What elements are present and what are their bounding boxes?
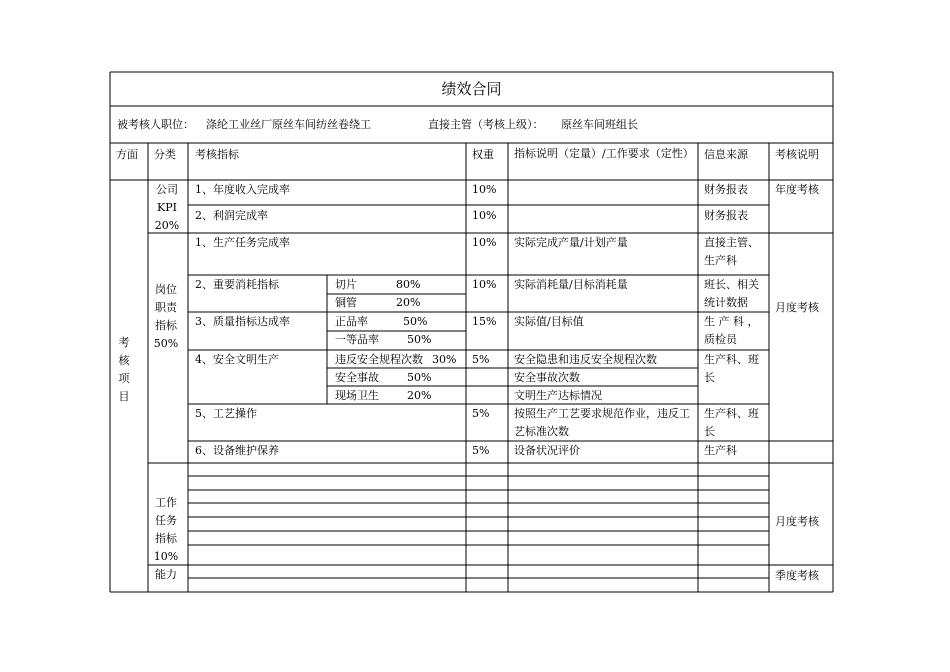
category-ability: 能力 xyxy=(155,568,177,581)
header-source: 信息来源 xyxy=(704,148,748,161)
table-row-weight: 10% xyxy=(472,236,497,249)
table-row-description: 按照生产工艺要求规范作业，违反工艺标准次数 xyxy=(514,407,690,438)
header-weight: 权重 xyxy=(472,148,494,161)
sub-indicator-name: 一等品率 xyxy=(335,333,379,346)
table-row-indicator: 5、工艺操作 xyxy=(195,407,257,420)
sub-indicator-name: 切片 xyxy=(335,278,357,291)
table-row-description: 设备状况评价 xyxy=(514,444,580,457)
position-label: 被考核人职位： xyxy=(117,118,194,131)
table-row-description: 实际值/目标值 xyxy=(514,315,584,328)
table-row-weight: 15% xyxy=(472,315,497,328)
note-quarterly: 季度考核 xyxy=(775,569,819,582)
table-row-weight: 10% xyxy=(472,209,497,222)
table-row-description: 实际完成产量/计划产量 xyxy=(514,236,628,249)
page-title: 绩效合同 xyxy=(441,80,502,98)
table-row-indicator: 1、年度收入完成率 xyxy=(195,183,290,196)
sub-indicator-name: 违反安全规程次数 xyxy=(335,353,423,366)
aspect-name: 考核项目 xyxy=(118,336,130,403)
supervisor-label: 直接主管（考核上级）： xyxy=(428,118,544,131)
sub-indicator-pct: 20% xyxy=(396,296,421,309)
position-value: 涤纶工业丝厂原丝车间纺丝卷绕工 xyxy=(206,118,371,131)
table-row-weight: 10% xyxy=(472,183,497,196)
table-row-source: 生产科、班长 xyxy=(704,353,759,384)
header-indicator: 考核指标 xyxy=(195,148,239,161)
table-row-source: 生 产 科 ，质检员 xyxy=(704,315,759,346)
table-row-source: 直接主管、生产科 xyxy=(704,236,759,267)
category-post-duty: 岗位职责指标50% xyxy=(153,283,179,350)
category-work-task: 工作任务指标10% xyxy=(153,496,179,563)
table-row-source: 财务报表 xyxy=(704,209,748,222)
table-row-source: 生产科、班长 xyxy=(704,407,759,438)
note-monthly: 月度考核 xyxy=(775,515,819,528)
sub-indicator-pct: 20% xyxy=(407,389,432,402)
sub-indicator-name: 正品率 xyxy=(335,315,368,328)
header-category: 分类 xyxy=(154,148,176,161)
supervisor-value: 原丝车间班组长 xyxy=(561,118,638,131)
sub-indicator-name: 现场卫生 xyxy=(335,389,379,402)
sub-indicator-pct: 50% xyxy=(403,315,428,328)
sub-indicator-pct: 50% xyxy=(407,371,432,384)
note-annual: 年度考核 xyxy=(775,183,819,196)
sub-indicator-name: 铜管 xyxy=(335,296,357,309)
table-row-weight: 5% xyxy=(472,444,490,457)
table-row-indicator: 1、生产任务完成率 xyxy=(195,236,290,249)
sub-indicator-pct: 30% xyxy=(432,353,457,366)
table-row-weight: 5% xyxy=(472,353,490,366)
table-row-source: 班长、相关统计数据 xyxy=(704,278,759,309)
note-monthly: 月度考核 xyxy=(775,301,819,314)
table-row-indicator: 4、安全文明生产 xyxy=(195,353,279,366)
table-row-source: 财务报表 xyxy=(704,183,748,196)
table-row-source: 生产科 xyxy=(704,444,737,457)
header-note: 考核说明 xyxy=(775,148,819,161)
table-row-indicator: 6、设备维护保养 xyxy=(195,444,279,457)
table-row-indicator: 2、利润完成率 xyxy=(195,209,268,222)
table-row-indicator: 3、质量指标达成率 xyxy=(195,315,290,328)
table-row-weight: 10% xyxy=(472,278,497,291)
sub-indicator-name: 安全事故 xyxy=(335,371,379,384)
header-description: 指标说明（定量）/工作要求（定性） xyxy=(514,147,694,160)
table-row-description: 文明生产达标情况 xyxy=(514,389,602,402)
table-row-weight: 5% xyxy=(472,407,490,420)
table-row-indicator: 2、重要消耗指标 xyxy=(195,278,279,291)
table-row-description: 安全隐患和违反安全规程次数 xyxy=(514,353,657,366)
table-row-description: 实际消耗量/目标消耗量 xyxy=(514,278,628,291)
table-row-description: 安全事故次数 xyxy=(514,371,580,384)
sub-indicator-pct: 50% xyxy=(407,333,432,346)
sub-indicator-pct: 80% xyxy=(396,278,421,291)
category-company-kpi: 公司KPI 20% xyxy=(154,183,180,232)
header-aspect: 方面 xyxy=(116,148,138,161)
